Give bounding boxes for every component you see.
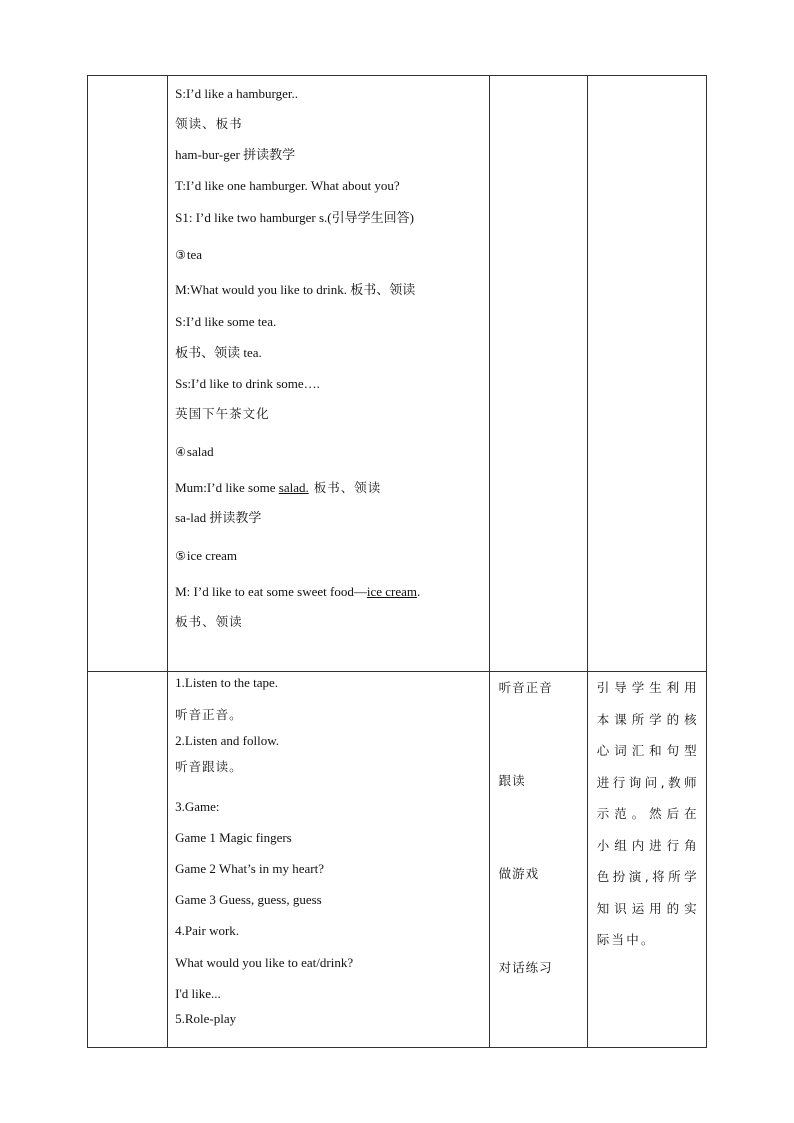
content-line [175, 247, 202, 263]
content-line: I'd like... [175, 986, 221, 1001]
item-label: ice cream [186, 548, 238, 563]
content-line: S:I’d like some tea. [175, 314, 277, 329]
content-line: S1: I’d like two hamburger s.(引导学生回答) [175, 210, 414, 225]
item-label: tea [186, 247, 203, 262]
underlined-word: salad. [278, 480, 309, 495]
activity-label: 听音正音 [498, 680, 553, 695]
step-cell [88, 672, 168, 1048]
content-line: S:I’d like a hamburger.. [175, 86, 298, 101]
content-line: T:I’d like one hamburger. What about you? [175, 178, 400, 193]
circled-number-icon: ③ [175, 248, 186, 262]
activity-label: 做游戏 [498, 866, 540, 881]
content-line: Game 2 What’s in my heart? [175, 861, 324, 876]
content-line: ham-bur-ger 拼读教学 [175, 147, 296, 162]
purpose-cell [587, 76, 706, 672]
content-line: Game 1 Magic fingers [175, 830, 292, 845]
activity-cell [489, 76, 587, 672]
activity-label: 跟读 [498, 773, 526, 788]
activity-cell [489, 672, 587, 1048]
circled-number-icon: ⑤ [175, 549, 186, 563]
content-line: What would you like to eat/drink? [175, 955, 354, 970]
content-line: 4.Pair work. [175, 923, 240, 938]
circled-number-icon: ④ [175, 445, 186, 459]
content-line: Ss:I’d like to drink some…. [175, 376, 320, 391]
table-row [88, 76, 707, 672]
lesson-plan-table [87, 75, 707, 1048]
table-row [88, 672, 707, 1048]
content-line: 听音正音。 [175, 707, 243, 722]
activity-label: 对话练习 [498, 960, 553, 975]
content-line: 板书、领读 tea. [175, 345, 262, 360]
content-line: sa-lad 拼读教学 [175, 510, 262, 525]
purpose-text: 引导学生利用本课所学的核心词汇和句型进行询问,教师示范。然后在小组内进行角色扮演,将所学知识运用的实际当中。 [596, 680, 699, 947]
content-line: 1.Listen to the tape. [175, 675, 279, 690]
step-cell [88, 76, 168, 672]
content-line: 英国下午茶文化 [175, 406, 270, 421]
content-line [175, 548, 237, 564]
content-line [175, 444, 213, 460]
text-part: Mum:I’d like some [175, 480, 279, 495]
content-line: 听音跟读。 [175, 759, 243, 774]
content-line [175, 584, 420, 600]
content-line: 领读、板书 [175, 116, 243, 131]
text-part: . [417, 584, 421, 599]
text-part: 板书、领读 [308, 480, 382, 495]
content-line: 板书、领读 [175, 614, 243, 629]
item-label: salad [186, 444, 214, 459]
content-line: M:What would you like to drink. 板书、领读 [175, 282, 416, 297]
content-line [175, 480, 381, 496]
content-line: 2.Listen and follow. [175, 733, 279, 748]
content-line: Game 3 Guess, guess, guess [175, 892, 322, 907]
purpose-cell [587, 672, 706, 1048]
content-line: 5.Role-play [175, 1011, 237, 1026]
teaching-content-cell [168, 672, 490, 1048]
underlined-word: ice cream [366, 584, 417, 599]
teaching-content-cell [168, 76, 490, 672]
text-part: M: I’d like to eat some sweet food— [175, 584, 367, 599]
content-line: 3.Game: [175, 799, 220, 814]
